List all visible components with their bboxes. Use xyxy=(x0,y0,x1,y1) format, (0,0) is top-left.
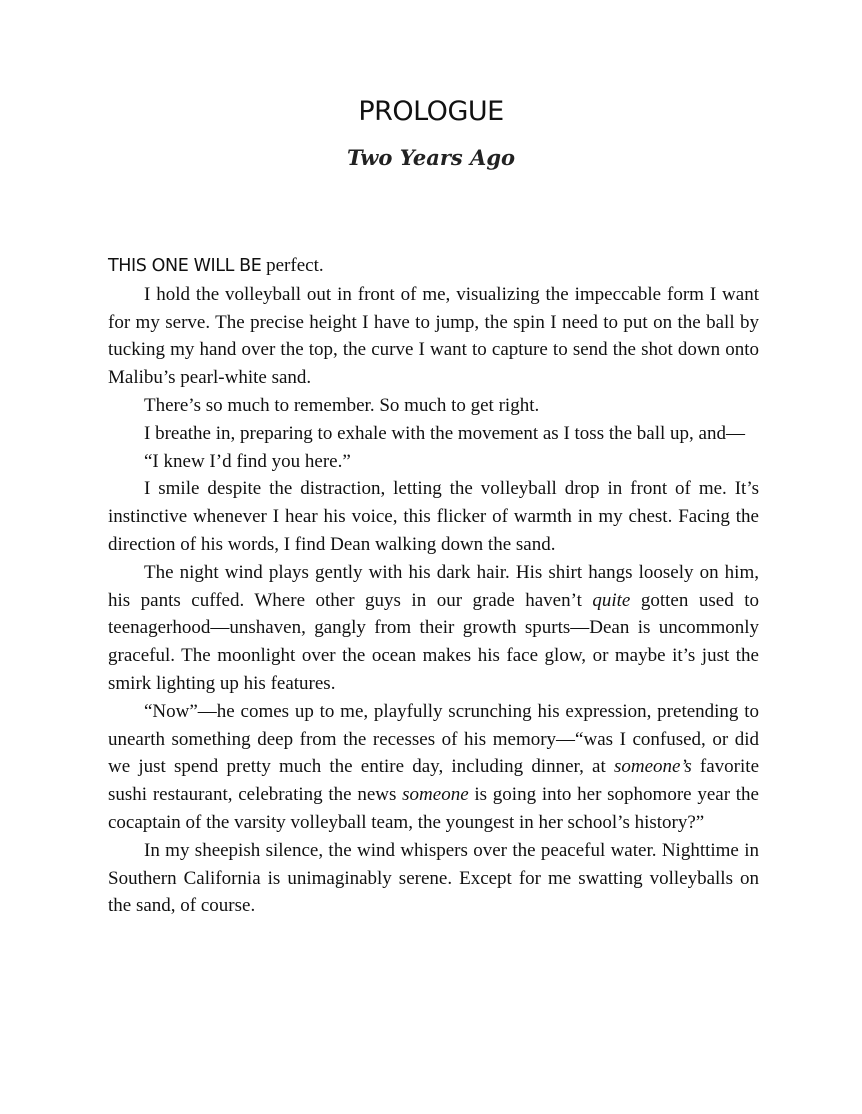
paragraph-dialogue: “I knew I’d find you here.” xyxy=(144,450,351,472)
text-run: gotten used to teenagerhood—unshaven, gangly from their growth spurts—Dean is uncommonly graceful. The moonlight over the ocean makes his face glow, or maybe it’s just the smirk lighting up his features. xyxy=(108,589,759,694)
text-run: The night wind plays gently with his dark hair. His shirt hangs loosely on him, his pants cuffed. Where other guys in our grade haven’t xyxy=(108,561,759,611)
paragraph-opening xyxy=(108,252,759,281)
paragraph: There’s so much to remember. So much to get right. xyxy=(144,394,540,416)
paragraph xyxy=(108,559,759,698)
opening-text: perfect. xyxy=(261,255,324,276)
emphasis: someone’s xyxy=(613,756,692,778)
emphasis: someone xyxy=(402,784,469,806)
paragraph: I hold the volleyball out in front of me, visualizing the impeccable form I want for my serve. The precise height I have to jump, the spin I need to put on the ball by tucking my hand over the top, the curve I want to capture to send the shot down onto Malibu’s pearl-white sand. xyxy=(108,283,759,389)
text-run: is going into her sophomore year the cocaptain of the varsity volleyball team, the youngest in her school’s history?” xyxy=(108,784,759,833)
chapter-subtitle: Two Years Ago xyxy=(346,145,516,170)
paragraph: In my sheepish silence, the wind whispers over the peaceful water. Nighttime in Southern California is unimaginably serene. Except for me swatting volleyballs on the sand, of course. xyxy=(108,839,759,917)
opening-lead-in: THIS ONE WILL BE xyxy=(108,256,262,276)
paragraph: I smile despite the distraction, letting the volleyball drop in front of me. It’s instinctive whenever I hear his voice, this flicker of warmth in my chest. Facing the direction of his words, I find Dean walking down the sand. xyxy=(108,478,759,555)
paragraph xyxy=(108,698,759,837)
text-run: favorite sushi restaurant, celebrating the news xyxy=(108,756,760,806)
paragraph: I breathe in, preparing to exhale with the movement as I toss the ball up, and— xyxy=(144,422,745,444)
chapter-body xyxy=(108,252,759,920)
emphasis: quite xyxy=(592,589,631,611)
text-run: “Now”—he comes up to me, playfully scrunching his expression, pretending to unearth something deep from the recesses of his memory—“was I confused, or did we just spend pretty much the entire day, including dinner, at xyxy=(108,700,759,778)
chapter-title: PROLOGUE xyxy=(358,96,504,127)
